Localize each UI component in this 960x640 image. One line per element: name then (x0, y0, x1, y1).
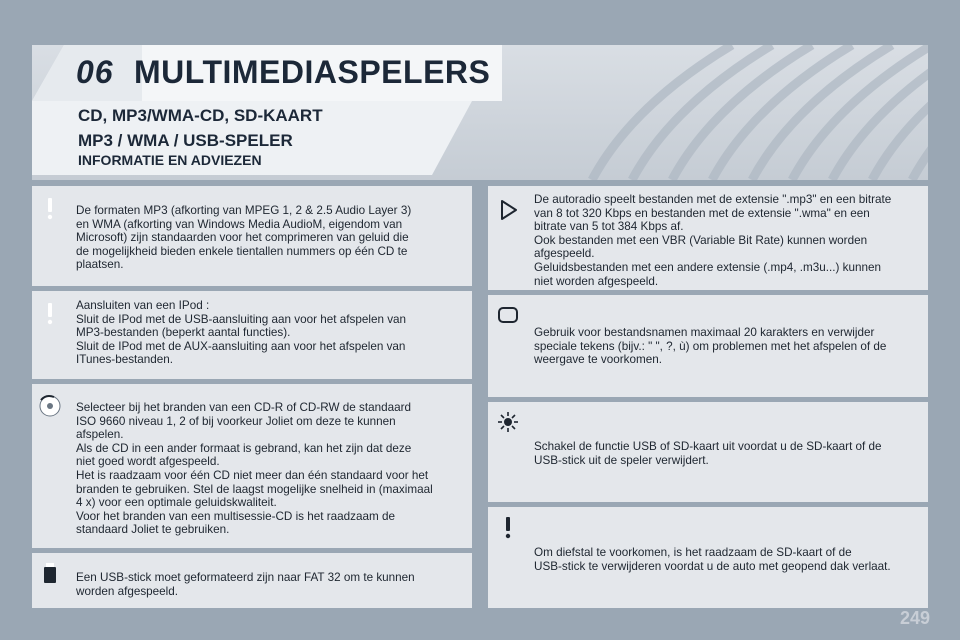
warning-icon (38, 196, 62, 220)
info-box-usb-format (32, 553, 472, 608)
warning-icon (38, 301, 62, 325)
info-box-usb-remove (488, 402, 928, 502)
info-box-ipod (32, 291, 472, 379)
info-box-icon (496, 303, 520, 327)
page-number: 249 (900, 608, 931, 628)
chapter-number: 06 (76, 54, 114, 90)
subtitle-line-2: MP3 / WMA / USB-SPELER (78, 131, 293, 150)
box-text: Selecteer bij het branden van een CD-R of CD-RW de standaard ISO 9660 niveau 1, 2 of bij voorkeur Joliet om deze te kunnen afspelen. Als de CD in een ander formaat is gebrand, kan het zijn dat deze niet goed wordt afgespeeld. Het is raadzaam voor één CD niet meer dan één standaard voor het branden te gebruiken. Stel de laagst mogelijke snelheid in (maximaal 4 x) voor een optimale geluidskwaliteit. Voor het branden van een multisessie-CD is het raadzaam de standaard Joliet te gebruiken. (76, 401, 433, 537)
box-text: Aansluiten van een IPod : Sluit de IPod met de USB-aansluiting aan voor het afspelen van MP3-bestanden (beperkt aantal functies). Sluit de IPod met de AUX-aansluiting aan voor het afspelen van ITunes-bestanden. (76, 299, 407, 367)
subtitle-line-1: CD, MP3/WMA-CD, SD-KAART (78, 106, 323, 125)
box-text: Om diefstal te voorkomen, is het raadzaam de SD-kaart of de USB-stick te verwijderen voordat u de auto met geopend dak verlaat. (534, 546, 891, 573)
usb-stick-icon (38, 561, 62, 585)
info-box-bitrate (488, 186, 928, 290)
cd-burn-icon (38, 394, 62, 418)
box-text: Gebruik voor bestandsnamen maximaal 20 karakters en verwijder speciale tekens (bijv.: " ", ?, ù) om problemen met het afspelen of de weergave te voorkomen. (534, 326, 887, 367)
subtitle-line-3: INFORMATIE EN ADVIEZEN (78, 152, 262, 168)
info-box-theft (488, 507, 928, 608)
info-box-mp3-formats (32, 186, 472, 286)
play-icon (496, 198, 520, 222)
box-text: De autoradio speelt bestanden met de extensie ".mp3" en een bitrate van 8 tot 320 Kbps en bestanden met de extensie ".wma" en een bitrate van 5 tot 384 Kbps af. Ook bestanden met een VBR (Variable Bit Rate) kunnen worden afgespeeld. Geluidsbestanden met een andere extensie (.mp4, .m3u...) kunnen niet worden afgespeeld. (534, 193, 892, 288)
info-box-cd-burning (32, 384, 472, 548)
box-text: Een USB-stick moet geformateerd zijn naar FAT 32 om te kunnen worden afgespeeld. (76, 571, 415, 598)
warning-icon (496, 515, 520, 539)
box-text: De formaten MP3 (afkorting van MPEG 1, 2 & 2.5 Audio Layer 3) en WMA (afkorting van Windows Media AudioM, eigendom van Microsoft) zijn standaarden voor het comprimeren van geluid die de mogelijkheid bieden enkele tientallen nummers op één CD te plaatsen. (76, 204, 412, 272)
box-text: Schakel de functie USB of SD-kaart uit voordat u de SD-kaart of de USB-stick uit de speler verwijdert. (534, 440, 882, 467)
chapter-title: MULTIMEDIASPELERS (134, 54, 491, 90)
info-box-filenames (488, 295, 928, 397)
tip-light-icon (496, 410, 520, 434)
